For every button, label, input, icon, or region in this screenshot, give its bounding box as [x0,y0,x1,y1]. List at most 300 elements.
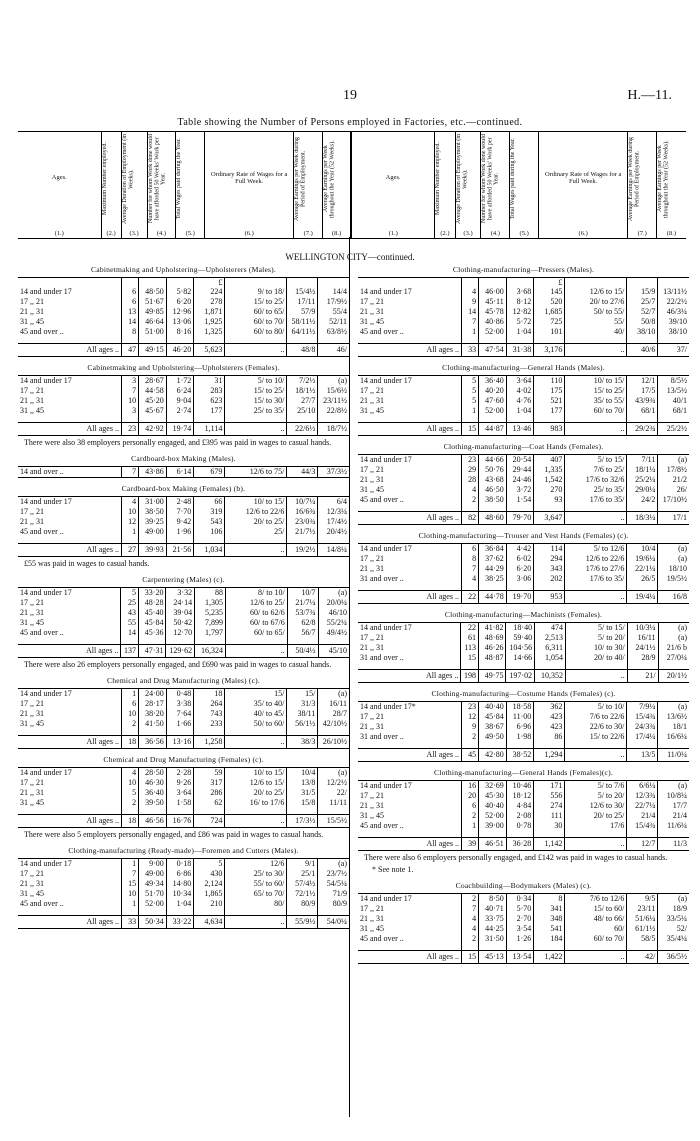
total-value: 79·70 [506,512,534,525]
value-cell: 50/ to 60/ [225,719,287,729]
value-cell: 15/ to 60/ [565,904,627,914]
value-cell: (a) [338,376,347,385]
table-section [18,676,349,749]
data-table [18,375,349,436]
value-cell: 264 [194,699,225,709]
value-cell: 23/0¾ [287,517,318,527]
value-cell: 10 [121,507,138,517]
table-row [358,904,689,914]
value-cell: 65/ to 70/ [225,889,287,899]
value-cell: 49·00 [139,869,167,879]
total-value: 27 [121,544,138,557]
value-cell: 50·76 [479,465,507,475]
value-cell: 45·11 [479,297,507,307]
value-cell: 5/ to 20/ [565,633,627,643]
value-cell: 14/4 [332,287,347,296]
value-cell: 7 [461,317,478,327]
value-cell: 12/6 to 30/ [565,801,627,811]
value-cell: 6·86 [166,869,194,879]
column-header-2-left [102,132,122,238]
value-cell: 19/6¼ [627,554,658,564]
total-value: 50/4½ [287,645,318,658]
value-cell: 286 [194,788,225,798]
value-cell: 52/11 [329,317,347,326]
age-cell: 45 and over .. [18,327,121,337]
total-row [18,736,349,749]
section-note: £55 was paid in wages to casual hands. [24,559,150,568]
total-row [358,423,689,436]
value-cell: 18·58 [506,702,534,713]
total-value: .. [225,916,287,929]
value-cell: 5·82 [166,287,194,297]
value-cell: 7 [121,467,138,478]
value-cell: 17/11 [287,297,318,307]
value-cell: 46·50 [479,485,507,495]
age-cell: 17 ,, 21 [18,386,121,396]
total-value: 19/4¼ [627,591,658,604]
value-cell: 46·30 [139,778,167,788]
value-cell: 5 [121,588,139,599]
value-cell: 17/6 to 27/6 [565,564,627,574]
total-value: 55/9½ [287,916,318,929]
age-cell: 14 and under 17 [358,544,461,555]
total-value: 21/ [627,670,658,683]
value-cell: 1·72 [166,376,194,387]
total-row [358,951,689,964]
value-cell: 25/1 [287,869,318,879]
age-cell: 17 ,, 21 [358,712,461,722]
value-cell: 16/11 [329,699,347,708]
age-cell: 31 ,, 45 [18,317,121,327]
total-value: 22 [461,591,478,604]
value-cell: 55/ [565,317,627,327]
value-cell: 57/4½ [287,879,318,889]
total-value: 15 [461,951,478,964]
value-cell: 20/ to 25/ [225,788,287,798]
column-number: (4.) [156,230,167,237]
table-section [18,363,349,448]
total-label: All ages .. [358,344,461,357]
value-cell: 556 [534,791,565,801]
value-cell: 2·08 [506,811,534,821]
age-cell: 17 ,, 21 [18,778,121,788]
column-header-4-right [481,132,510,238]
total-label: All ages .. [358,670,461,683]
total-value: .. [225,645,287,658]
value-cell: 7/9¼ [627,702,658,713]
value-cell: 44·66 [479,455,507,466]
value-cell: 20/0¼ [326,598,347,607]
table-row [358,712,689,722]
value-cell: 1 [461,327,478,337]
table-row [18,517,349,527]
value-cell: 44/3 [287,467,318,478]
value-cell: 2 [461,732,478,742]
value-cell: 39/10 [668,317,687,326]
value-cell: 7/2½ [287,376,318,387]
section-title: Coachbuilding—Bodymakers (Males) (c). [455,881,592,890]
age-cell: 17 ,, 21 [358,554,461,564]
total-value: 42·92 [139,423,167,436]
value-cell: 50/8 [627,317,658,327]
total-value: 12/7 [627,838,658,851]
total-label: All ages .. [358,512,461,525]
table-row [358,485,689,495]
value-cell: 7/11 [627,455,658,466]
value-cell: 43·86 [139,467,167,478]
total-value: 18/7½ [318,423,349,436]
value-cell: 60/ to 65/ [225,628,287,638]
total-row [358,670,689,683]
age-cell: 21 ,, 31 [18,709,121,719]
age-cell: 31 ,, 45 [358,317,461,327]
value-cell: 6·96 [506,722,534,732]
total-value: 3,647 [534,512,565,525]
value-cell: 25/ [225,527,287,537]
value-cell: 21/7¼ [287,598,318,608]
total-value: 82 [461,512,478,525]
value-cell: 18/1¼ [627,465,658,475]
value-cell: 10/4 [287,768,318,779]
value-cell: 86 [534,732,565,742]
value-cell: 45·84 [479,712,507,722]
table-row [358,386,689,396]
value-cell: 1,054 [535,653,566,663]
value-cell: 3·38 [166,699,194,709]
value-cell: 13/6½ [666,712,687,721]
value-cell: 114 [534,544,565,555]
value-cell: 36·84 [479,544,507,555]
value-cell: 15/4¾ [627,821,658,831]
table-row [358,307,689,317]
column-number: (8.) [331,230,342,237]
total-value: 48/8 [287,344,318,357]
table-row [358,297,689,307]
value-cell: 0·18 [166,859,194,870]
total-value: .. [225,423,287,436]
value-cell: 12·70 [166,628,195,638]
value-cell: 45·67 [139,406,167,416]
table-row [358,396,689,406]
age-cell: 31 and over .. [358,653,461,663]
value-cell: 2·48 [166,497,194,508]
value-cell: 0·34 [506,894,534,905]
value-cell: 18/1 [672,722,687,731]
total-value: 11/3 [658,838,689,851]
value-cell: 1 [121,527,138,537]
total-value: 46·56 [139,815,167,828]
age-cell: 17 ,, 21 [358,297,461,307]
value-cell: 7/6 to 12/6 [565,894,627,905]
age-cell: 14 and under 17 [358,455,461,466]
value-cell: 10/ to 15/ [225,497,287,508]
value-cell: 51·67 [139,297,167,307]
value-cell: 33·20 [139,588,166,599]
total-value: 40/6 [627,344,658,357]
value-cell: 28·17 [139,699,167,709]
table-section [358,442,689,525]
value-cell: 3 [121,376,138,387]
value-cell: (a) [338,768,347,777]
table-section [358,689,689,762]
table-row [358,465,689,475]
value-cell: 16/11 [627,633,658,643]
value-cell: 15/9 [627,287,658,297]
value-cell: 63/8½ [326,327,347,336]
total-value: 47·31 [139,645,166,658]
value-cell: 10 [121,396,138,406]
total-value: 10,352 [535,670,566,683]
total-value: 1,114 [194,423,225,436]
value-cell: 56/1½ [287,719,318,729]
column-number: (1.) [54,230,64,237]
value-cell: 46/10 [328,608,347,617]
value-cell: 12/2½ [326,778,347,787]
table-row [18,467,349,478]
value-cell: 23/7½ [326,869,347,878]
value-cell: 25/10 [287,406,318,416]
table-row [358,455,689,466]
value-cell: 362 [534,702,565,713]
value-cell: 10 [121,778,138,788]
value-cell: 15/4¾ [627,712,658,722]
section-note: * See note 1. [372,865,414,874]
value-cell: 15/ [225,689,287,700]
value-cell: 43·68 [479,475,507,485]
data-table [358,893,689,964]
value-cell: 18 [194,689,225,700]
value-cell: 52/ [676,924,687,933]
total-value: 38/3 [287,736,318,749]
value-cell: 8/5½ [670,376,687,385]
age-cell: 21 ,, 31 [18,879,121,889]
value-cell: 49·85 [139,307,167,317]
value-cell: 7/6 to 22/6 [565,712,627,722]
value-cell: 35/ to 40/ [225,699,287,709]
value-cell: 1,325 [194,327,225,337]
value-cell: 17/6 to 35/ [565,574,627,584]
total-row [358,749,689,762]
value-cell: 21/4 [627,811,658,821]
column-header-label: Ages. [385,174,401,182]
value-cell: 5/ to 7/6 [565,781,627,792]
value-cell: 7 [461,904,478,914]
value-cell: 5/ to 15/ [565,623,627,634]
value-cell: 21/6 b [666,643,687,652]
value-cell: 28·67 [139,376,167,387]
value-cell: 10/ to 15/ [565,376,627,387]
total-value: 3,176 [534,344,565,357]
value-cell: 21/7½ [287,527,318,537]
table-row [358,317,689,327]
table-row [18,709,349,719]
value-cell: 18·12 [506,791,534,801]
column-header-label: Average Earnings per Week during Period of Employment. [294,137,307,221]
document-title: Table showing the Number of Persons employed in Factories, etc.—continued. [177,117,523,128]
value-cell: 319 [194,507,225,517]
column-number: (7.) [637,230,647,237]
value-cell: 177 [194,406,225,416]
value-cell: 39·50 [139,798,167,808]
value-cell: 51·70 [139,889,167,899]
value-cell: 10/ to 30/ [565,643,627,653]
value-cell: 56/7 [287,628,318,638]
value-cell: 2 [121,798,138,808]
total-label: All ages .. [358,749,461,762]
column-header-label: Ages. [51,174,67,182]
value-cell: 23 [461,455,478,466]
value-cell: 15/4½ [287,287,318,297]
total-row [358,838,689,851]
value-cell: 3 [121,406,138,416]
data-table [18,587,349,658]
value-cell: 15 [121,879,138,889]
value-cell: 543 [194,517,225,527]
value-cell: 24·46 [506,475,534,485]
value-cell: 233 [194,719,225,729]
value-cell: 1 [121,899,138,909]
value-cell: 18/9 [672,904,687,913]
value-cell: (a) [678,544,687,553]
value-cell: 68/1 [627,406,658,416]
total-label: All ages .. [358,423,461,436]
age-cell: 21 ,, 31 [18,396,121,406]
value-cell: 0·48 [166,689,194,700]
value-cell: 15/ to 22/6 [565,732,627,742]
value-cell: (a) [678,702,687,711]
value-cell: 38/10 [668,327,687,336]
value-cell: 40·40 [479,801,507,811]
value-cell: 16/6¼ [666,732,687,741]
value-cell: 47·60 [479,396,507,406]
value-cell: 2·74 [166,406,194,416]
value-cell: 1·98 [506,732,534,742]
age-cell: 31 ,, 45 [18,798,121,808]
table-row [358,327,689,337]
value-cell: 40·40 [479,702,507,713]
total-value: 38·52 [506,749,534,762]
value-cell: 1,797 [195,628,226,638]
value-cell: 31/5 [287,788,318,798]
total-value: .. [565,423,627,436]
value-cell: 12/6 to 75/ [225,467,287,478]
total-value: 26/10½ [318,736,349,749]
value-cell: 51/6¼ [627,914,658,924]
value-cell: 9/1 [287,859,318,870]
value-cell: 38/10 [627,327,658,337]
table-section [358,363,689,436]
table-row [18,768,349,779]
value-cell: (a) [678,455,687,464]
table-row [18,628,349,638]
value-cell: 743 [194,709,225,719]
table-row [358,914,689,924]
value-cell: 10/7¼ [287,497,318,508]
value-cell: (a) [338,859,347,868]
value-cell: 6·24 [166,386,194,396]
value-cell: 423 [534,722,565,732]
value-cell: 9·00 [139,859,167,870]
section-title: Carpentering (Males) (c). [142,575,225,584]
value-cell: 3·68 [506,287,534,297]
age-cell: 17 ,, 21 [18,507,121,517]
value-cell: 7·70 [166,507,194,517]
total-label: All ages .. [18,423,121,436]
value-cell: 13/5½ [666,386,687,395]
total-row [18,815,349,828]
table-row [358,544,689,555]
table-section [358,531,689,604]
age-cell: 14 and under 17 [358,623,461,634]
age-cell: 45 and over .. [358,495,461,505]
table-row [358,475,689,485]
column-header-8-right [657,132,686,238]
age-cell: 14 and under 17 [358,376,461,387]
value-cell: 13·06 [166,317,194,327]
value-cell: 10/7 [287,588,318,599]
value-cell: 45·30 [479,791,507,801]
value-cell: 6 [121,699,138,709]
column-header-3-left [122,132,148,238]
value-cell: 283 [194,386,225,396]
value-cell: 44·58 [139,386,167,396]
table-row [18,386,349,396]
value-cell: 29·44 [506,465,534,475]
value-cell: 5/ to 15/ [565,455,627,466]
value-cell: 27/7 [287,396,318,406]
value-cell: 1·26 [506,934,534,944]
data-table [358,375,689,436]
column-number: (6.) [578,230,588,237]
table-row [358,732,689,742]
column-header-label: Maximum Number employed. [435,142,442,216]
total-value: 47 [121,344,138,357]
section-title: Clothing-manufacturing—General Hands (Females)(c). [434,768,613,777]
total-value: 21·56 [166,544,194,557]
value-cell: 4 [461,485,478,495]
value-cell: 17/9½ [326,297,347,306]
total-value: 198 [461,670,479,683]
value-cell: 10·34 [166,889,194,899]
value-cell: 175 [534,386,565,396]
value-cell: 80/9 [287,899,318,909]
total-value: 49·15 [139,344,167,357]
section-title: Clothing-manufacturing—Machinists (Females). [444,610,603,619]
value-cell: 26/5 [627,574,658,584]
total-value: 46·51 [479,838,507,851]
table-row [18,798,349,808]
value-cell: 294 [534,554,565,564]
table-row [18,297,349,307]
value-cell: 16/6¾ [287,507,318,517]
value-cell: 25/ to 35/ [225,406,287,416]
total-value: 44·87 [479,423,507,436]
data-table [18,688,349,749]
value-cell: 12/6 to 15/ [225,778,287,788]
value-cell: 10 [121,889,138,899]
value-cell: 6·20 [166,297,194,307]
value-cell: 39·00 [479,821,507,831]
value-cell: 52·00 [479,811,507,821]
data-table [18,767,349,828]
value-cell: 41·82 [479,623,506,634]
age-cell: 31 ,, 45 [18,406,121,416]
table-row [18,598,349,608]
value-cell: 9·26 [166,778,194,788]
value-cell: 6/6¼ [627,781,658,792]
table-row [18,689,349,700]
value-cell: 2,513 [535,633,566,643]
